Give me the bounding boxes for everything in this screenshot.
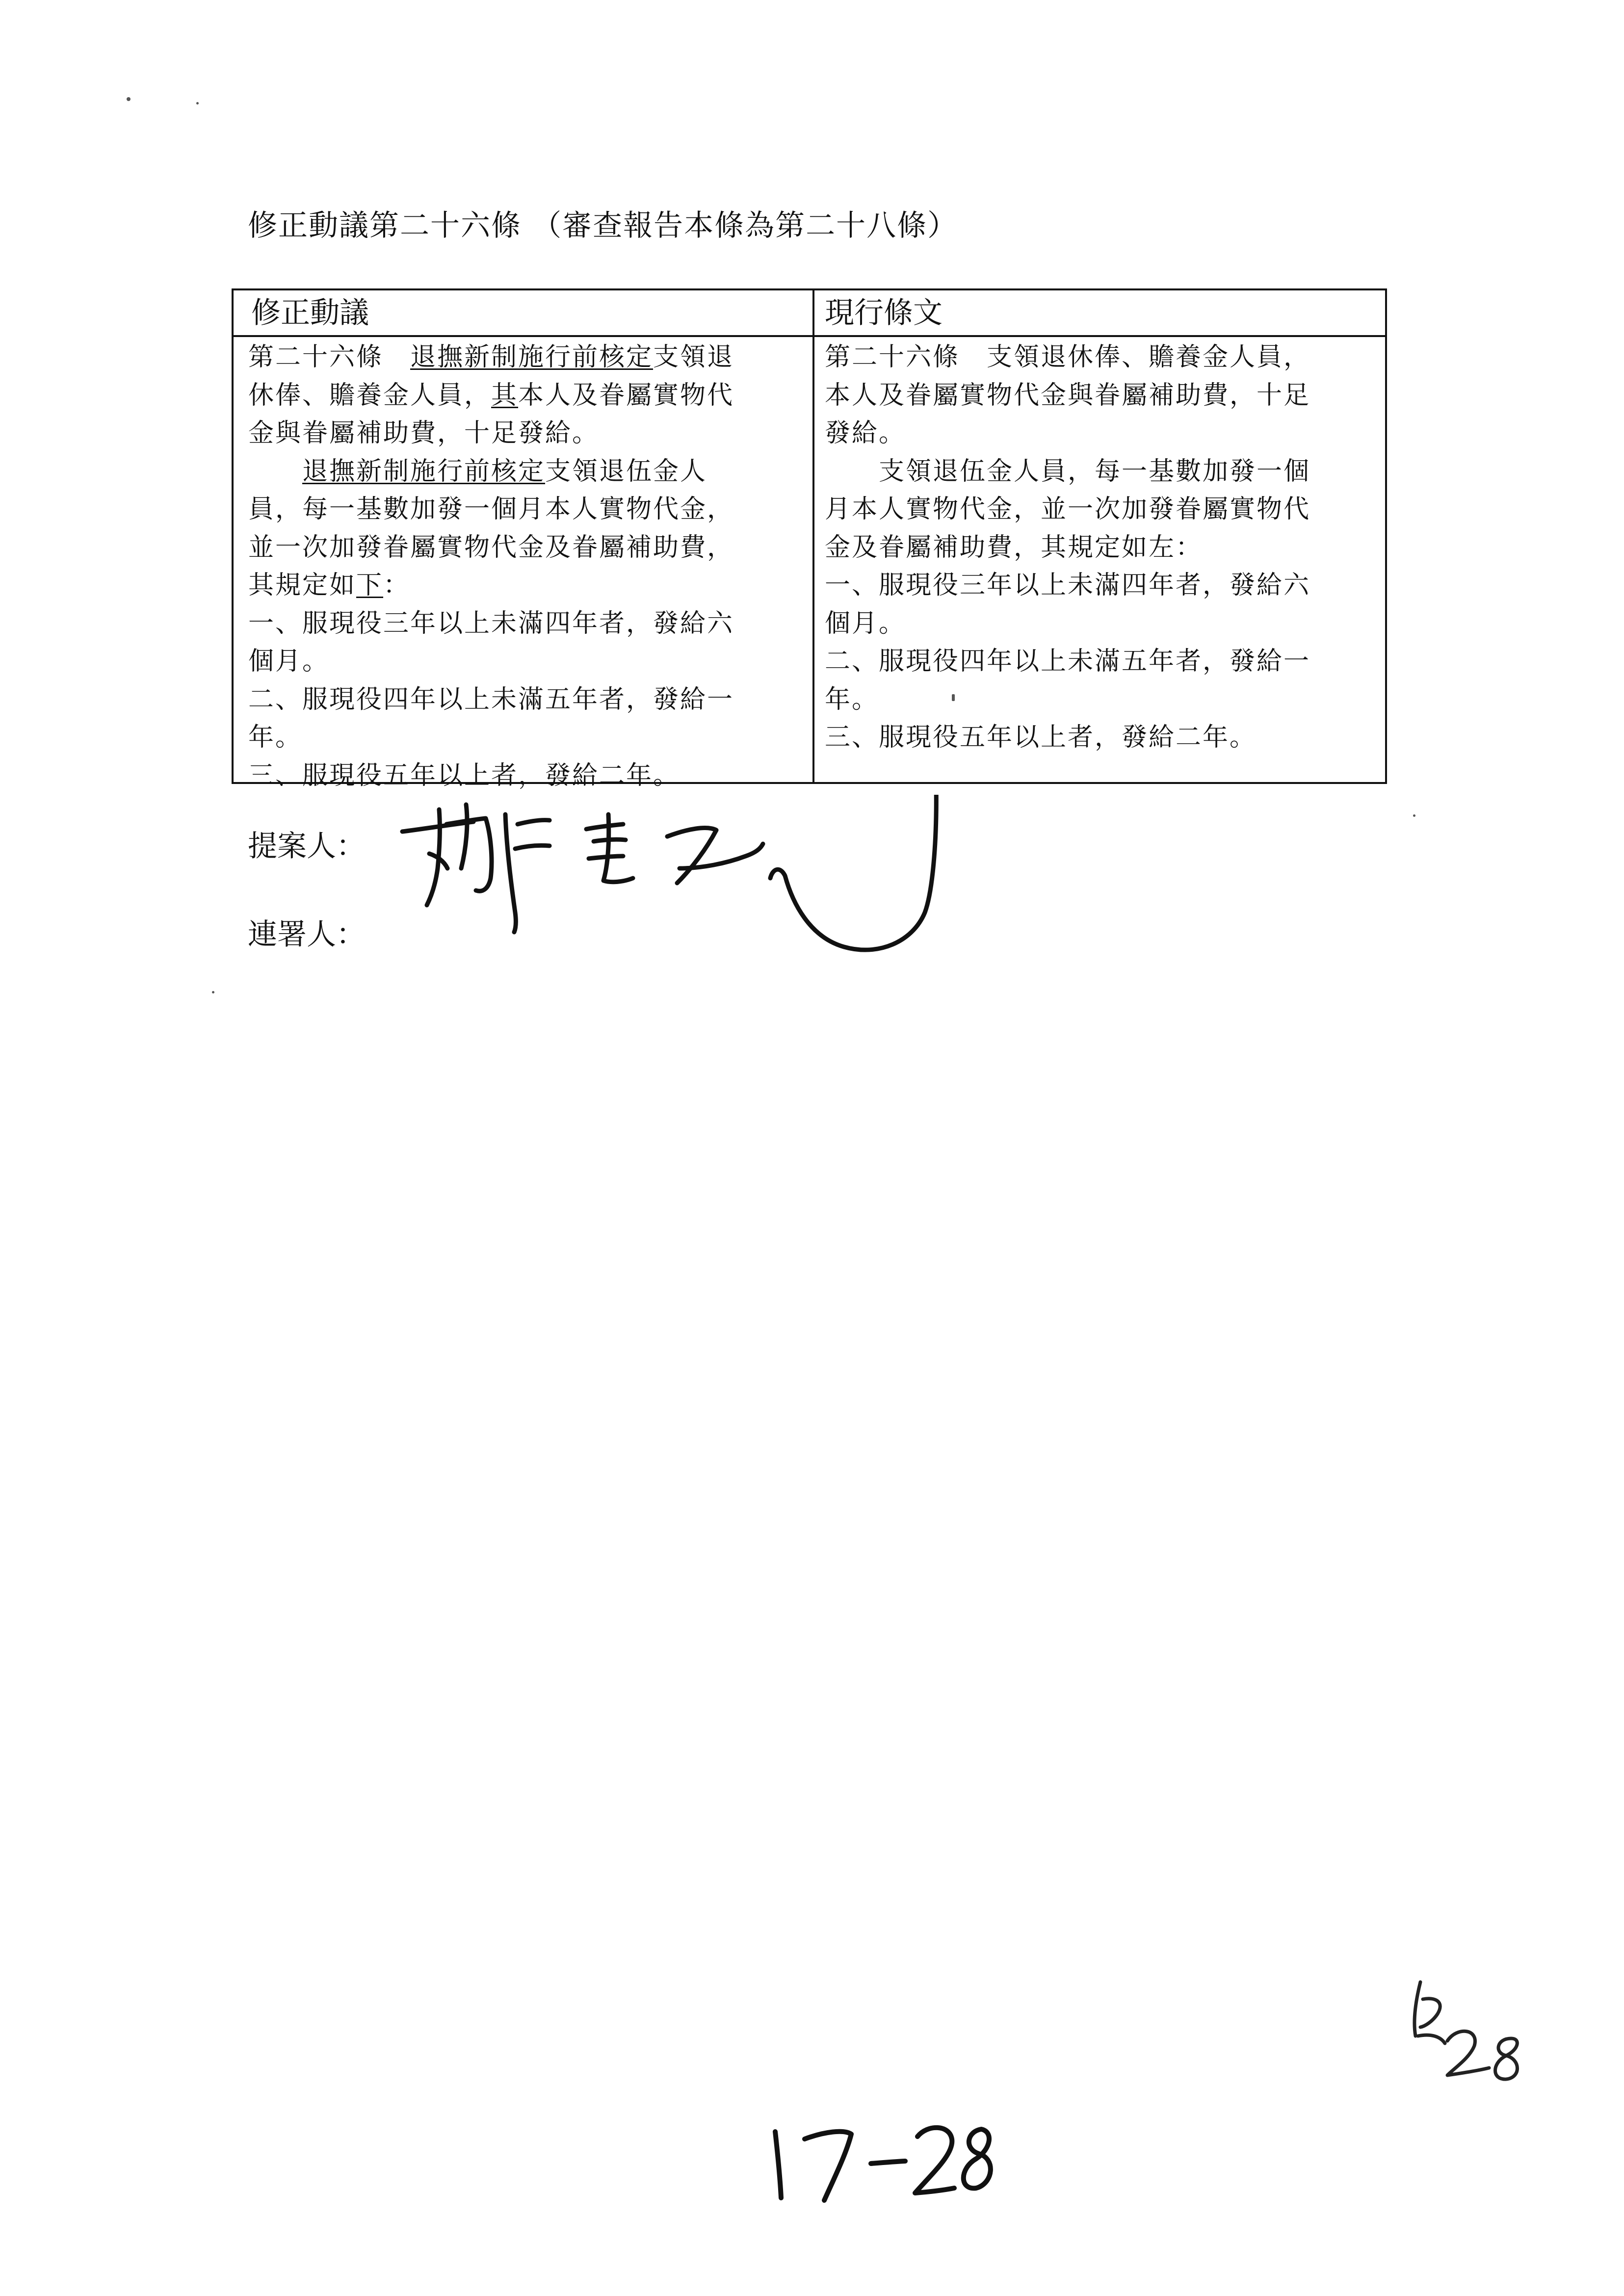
amendment-text: ： (383, 571, 411, 600)
amendment-line (248, 415, 808, 453)
amendment-text: 三、服現役五年以上者，發給二年。 (248, 760, 681, 790)
amendment-text (248, 457, 302, 486)
current-article-text (825, 339, 1379, 757)
underlined-amendment-text: 其 (491, 380, 519, 410)
amendment-line (248, 529, 808, 567)
scan-speck (127, 97, 131, 101)
current-article-line: 本人及眷屬實物代金與眷屬補助費，十足 (825, 380, 1311, 410)
amendment-text: 其規定如 (248, 571, 357, 600)
scan-speck (196, 102, 199, 104)
scan-speck (952, 694, 955, 701)
current-article-line: 二、服現役四年以上未滿五年者，發給一 (825, 647, 1311, 676)
page-number-handwritten (765, 2110, 1001, 2208)
amendment-text: 第二十六條 (248, 342, 411, 372)
scan-speck (1413, 814, 1415, 817)
amendment-line (248, 719, 808, 757)
amendment-text: 個月。 (248, 647, 330, 676)
table-column-divider (812, 290, 814, 782)
amendment-text: 休俸、贍養金人員， (248, 380, 492, 410)
amendment-line (248, 377, 808, 415)
underlined-amendment-text: 退撫新制施行前核定 (410, 342, 654, 372)
current-article-line: 一、服現役三年以上未滿四年者，發給六 (825, 571, 1311, 600)
underlined-amendment-text: 下 (356, 571, 384, 600)
corner-handwritten-mark (1401, 1972, 1528, 2085)
cosigner-label: 連署人： (248, 917, 366, 952)
amendment-line (248, 491, 808, 529)
amendment-motion-text (248, 339, 808, 795)
scan-speck (212, 991, 214, 993)
amendment-line (248, 681, 808, 719)
amendment-line (248, 605, 808, 643)
amendment-text: 本人及眷屬實物代 (518, 380, 734, 410)
comparison-table (232, 288, 1387, 790)
amendment-line (248, 567, 808, 605)
amendment-text: 金與眷屬補助費，十足發給。 (248, 418, 600, 448)
current-article-line: 金及眷屬補助費，其規定如左： (825, 532, 1203, 562)
current-article-line: 個月。 (825, 608, 906, 638)
amendment-line (248, 757, 808, 795)
document-title: 修正動議第二十六條 （審查報告本條為第二十八條） (248, 209, 958, 243)
amendment-text: 支領退 (653, 342, 734, 372)
proposer-label: 提案人： (248, 829, 366, 863)
amendment-line (248, 453, 808, 491)
header-current-article: 現行條文 (825, 296, 943, 330)
header-amendment-motion: 修正動議 (251, 296, 369, 330)
amendment-line (248, 339, 808, 377)
amendment-text: 一、服現役三年以上未滿四年者，發給六 (248, 608, 734, 638)
underlined-amendment-text: 退撫新制施行前核定 (302, 456, 546, 486)
current-article-line: 三、服現役五年以上者，發給二年。 (825, 723, 1257, 752)
table-header-divider (234, 335, 1385, 337)
current-article-line: 年。 (825, 684, 879, 714)
handwritten-signature (393, 795, 971, 957)
amendment-line (248, 643, 808, 681)
amendment-text: 二、服現役四年以上未滿五年者，發給一 (248, 684, 734, 714)
amendment-text: 支領退伍金人 (545, 456, 707, 486)
amendment-text: 並一次加發眷屬實物代金及眷屬補助費， (248, 532, 734, 562)
amendment-text: 員，每一基數加發一個月本人實物代金， (248, 495, 734, 524)
current-article-line: 第二十六條 支領退休俸、贍養金人員， (825, 342, 1311, 372)
amendment-text: 年。 (248, 723, 303, 752)
current-article-line: 支領退伍金人員，每一基數加發一個 (825, 456, 1311, 486)
current-article-line: 月本人實物代金，並一次加發眷屬實物代 (825, 495, 1311, 524)
current-article-line: 發給。 (825, 418, 906, 448)
